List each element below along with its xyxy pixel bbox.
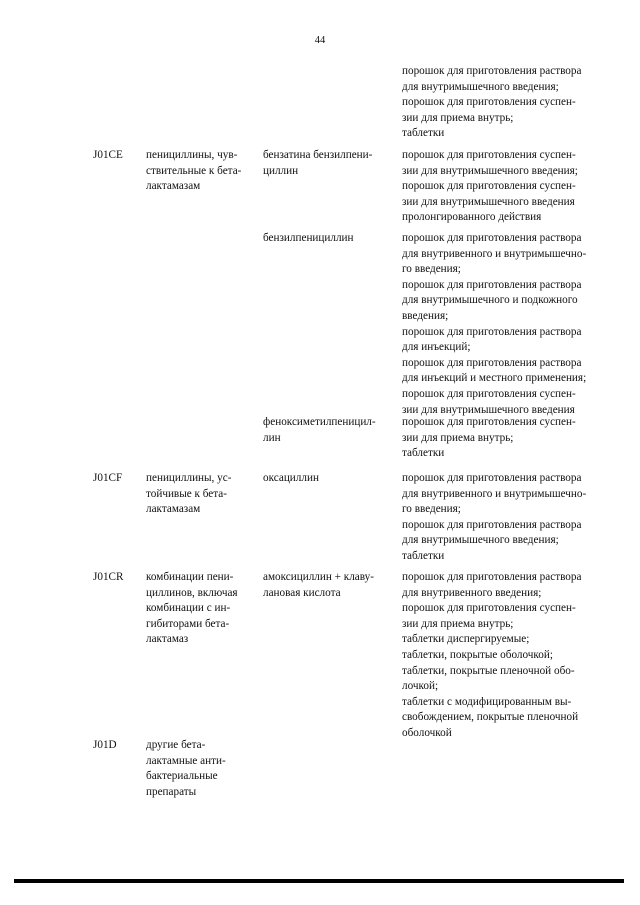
drug-name-cell: оксациллин [263, 472, 319, 484]
drug-name-cell: бензатина бензилпени- циллин [263, 149, 373, 177]
group-name-cell: пенициллины, чув- ствительные к бета- лактамазам [146, 149, 242, 193]
group-name-cell: пенициллины, ус- тойчивые к бета- лактамазам [146, 472, 232, 516]
drug-name-cell: бензилпенициллин [263, 232, 354, 244]
atc-code-cell: J01D [93, 739, 117, 751]
page-number: 44 [314, 35, 326, 46]
drug-name-cell: амоксициллин + клаву- лановая кислота [263, 571, 374, 599]
dosage-forms-cell: порошок для приготовления раствора для внутривенного и внутримышечно- го введения; порошок для приготовления раствора для внутримышечного и подкожного введения; порошок для приготовления раствора для инъекций; порошок для приготовления раствора для инъекций и местного применения; порошок для приготовления суспен- зии для внутримышечного введения [402, 232, 587, 416]
drug-name-cell: феноксиметилпеницил- лин [263, 416, 376, 444]
atc-code-cell: J01CR [93, 571, 124, 583]
atc-code-cell: J01CF [93, 472, 123, 484]
group-name-cell: комбинации пени- циллинов, включая комбинации с ин- гибиторами бета- лактамаз [146, 571, 238, 646]
bottom-rule [14, 879, 624, 883]
dosage-forms-cell: порошок для приготовления раствора для внутримышечного введения; порошок для приготовления суспен- зии для приема внутрь; таблетки [402, 65, 582, 140]
group-name-cell: другие бета- лактамные анти- бактериальные препараты [146, 739, 226, 798]
atc-code-cell: J01CE [93, 149, 123, 161]
dosage-forms-cell: порошок для приготовления раствора для внутривенного введения; порошок для приготовления суспен- зии для приема внутрь; таблетки диспергируемые; таблетки, покрытые оболочкой; таблетки, покрытые пленочной обо- лочкой; таблетки с модифицированным вы- свобождением, покрытые пленочной оболочкой [402, 571, 582, 739]
dosage-forms-cell: порошок для приготовления раствора для внутривенного и внутримышечно- го введения; порошок для приготовления раствора для внутримышечного введения; таблетки [402, 472, 587, 562]
dosage-forms-cell: порошок для приготовления суспен- зии для внутримышечного введения; порошок для приготовления суспен- зии для внутримышечного введения пролонгированного действия [402, 149, 578, 224]
dosage-forms-cell: порошок для приготовления суспен- зии для приема внутрь; таблетки [402, 416, 576, 460]
